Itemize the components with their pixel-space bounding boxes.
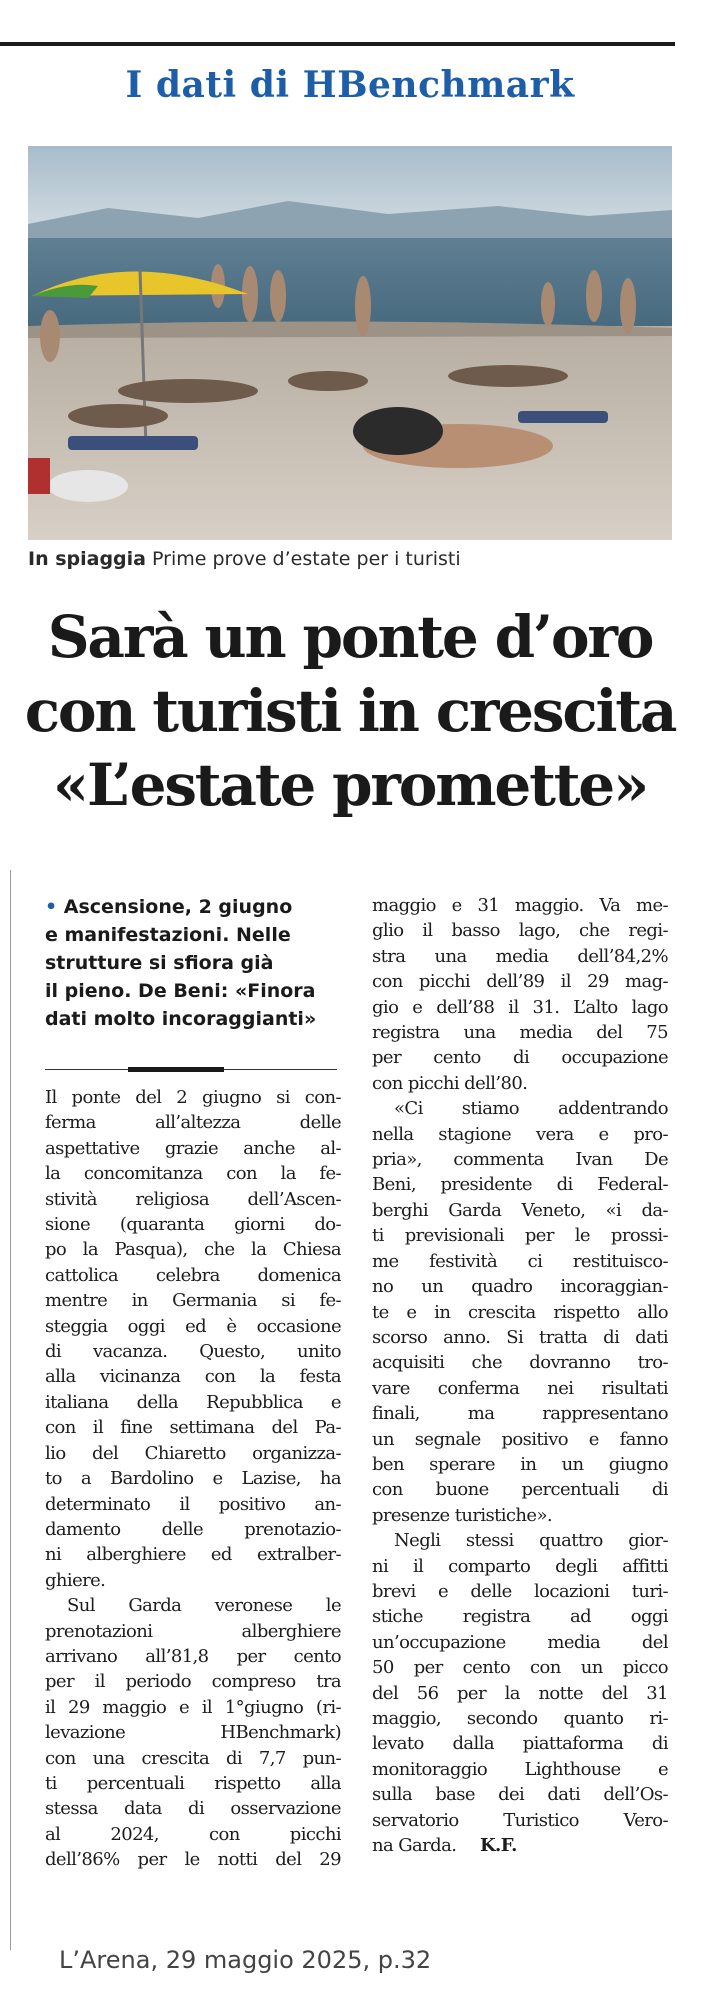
- body-line: stra una media dell’84,2%: [372, 945, 668, 967]
- body-line: acquisiti che dovranno tro-: [372, 1352, 668, 1374]
- body-line: ti percentuali rispetto alla: [45, 1772, 341, 1794]
- body-line: cattolica celebra domenica: [45, 1264, 341, 1286]
- body-line: ni alberghiere ed extralber-: [45, 1544, 341, 1566]
- top-rule: [0, 42, 675, 46]
- body-line: dell’86% per le notti del 29: [45, 1849, 341, 1871]
- body-line: sulla base dei dati dell’Os-: [372, 1784, 668, 1806]
- body-line: Sul Garda veronese le: [67, 1595, 341, 1617]
- body-line: to a Bardolino e Lazise, ha: [45, 1468, 341, 1490]
- headline-line: Sarà un ponte d’oro: [47, 603, 653, 671]
- column-rule: [10, 870, 11, 1950]
- photo-caption: [28, 548, 688, 570]
- summary-line: il pieno. De Beni: «Finora: [45, 980, 316, 1002]
- body-line: scorso anno. Si tratta di dati: [372, 1326, 668, 1348]
- body-line: arrivano all’81,8 per cento: [45, 1645, 341, 1667]
- body-line: «Ci stiamo addentrando: [394, 1098, 668, 1120]
- source-credit: L’Arena, 29 maggio 2025, p.32: [55, 1946, 435, 1974]
- body-line: con buone percentuali di: [372, 1479, 668, 1501]
- caption-label: In spiaggia: [28, 548, 146, 570]
- body-line: glio il basso lago, che regi-: [372, 920, 668, 942]
- summary-line: e manifestazioni. Nelle: [45, 924, 291, 946]
- body-line: no un quadro incoraggian-: [372, 1276, 668, 1298]
- body-line: ni il comparto degli affitti: [372, 1555, 668, 1577]
- bullet-icon: •: [45, 896, 58, 918]
- summary-divider-accent: [128, 1067, 224, 1072]
- summary-line: • Ascensione, 2 giugno: [45, 896, 293, 918]
- body-line: il 29 maggio e il 1°giugno (ri-: [45, 1696, 341, 1718]
- body-line: Negli stessi quattro gior-: [394, 1530, 668, 1552]
- body-line: la concomitanza con la fe-: [45, 1163, 341, 1185]
- article-headline: [0, 600, 700, 822]
- body-line: sione (quaranta giorni do-: [45, 1214, 341, 1236]
- body-line: registra una media del 75: [372, 1022, 668, 1044]
- body-line: me festività ci restituisco-: [372, 1250, 668, 1272]
- body-line: na Garda.: [372, 1835, 457, 1857]
- body-line: con il fine settimana del Pa-: [45, 1417, 341, 1439]
- body-line: determinato il positivo an-: [45, 1493, 341, 1515]
- body-line: alla vicinanza con la festa: [45, 1366, 341, 1388]
- body-line: stessa data di osservazione: [45, 1798, 341, 1820]
- body-line: finali, ma rappresentano: [372, 1403, 668, 1425]
- body-line: un’occupazione media del: [372, 1631, 668, 1653]
- body-line: berghi Garda Veneto, «i da-: [372, 1199, 668, 1221]
- body-line: maggio, secondo quanto ri-: [372, 1708, 668, 1729]
- body-line: ferma all’altezza delle: [45, 1112, 341, 1134]
- body-line: 50 per cento con un picco: [372, 1657, 668, 1679]
- body-line: steggia oggi ed è occasione: [45, 1315, 341, 1337]
- author-signature: K.F.: [480, 1835, 517, 1857]
- body-line: del 56 per la notte del 31: [372, 1682, 668, 1704]
- headline-line: con turisti in crescita: [24, 677, 676, 745]
- body-line: damento delle prenotazio-: [45, 1518, 341, 1540]
- body-line: servatorio Turistico Vero-: [372, 1809, 668, 1831]
- body-line: un segnale positivo e fanno: [372, 1428, 668, 1450]
- body-line: presenze turistiche».: [372, 1504, 552, 1526]
- body-line: ti previsionali per le prossi-: [372, 1225, 668, 1247]
- body-line: di vacanza. Questo, unito: [45, 1341, 341, 1363]
- body-line: maggio e 31 maggio. Va me-: [372, 895, 668, 916]
- body-line: ghiere.: [45, 1569, 106, 1591]
- body-line: lio del Chiaretto organizza-: [45, 1442, 341, 1464]
- body-line: al 2024, con picchi: [45, 1823, 341, 1845]
- body-line: levato dalla piattaforma di: [372, 1733, 668, 1755]
- body-line: po la Pasqua), che la Chiesa: [45, 1239, 341, 1261]
- body-line: monitoraggio Lighthouse e: [372, 1758, 668, 1780]
- body-line: gio e dell’88 il 31. L’alto lago: [372, 996, 668, 1018]
- caption-text: Prime prove d’estate per i turisti: [152, 548, 461, 570]
- body-column-2: [372, 893, 668, 1858]
- article-summary: [45, 893, 345, 1033]
- body-line: nella stagione vera e pro-: [372, 1123, 668, 1145]
- article-photo: [28, 146, 672, 540]
- body-line: prenotazioni alberghiere: [45, 1620, 341, 1642]
- body-line: stività religiosa dell’Ascen-: [45, 1188, 341, 1210]
- summary-line: strutture si sfiora già: [45, 952, 274, 974]
- body-line: ben sperare in un giugno: [372, 1453, 668, 1475]
- body-line: per cento di occupazione: [372, 1047, 668, 1069]
- body-line: vare conferma nei risultati: [372, 1377, 668, 1399]
- body-line: mentre in Germania si fe-: [45, 1290, 341, 1312]
- body-line: con una crescita di 7,7 pun-: [45, 1747, 341, 1769]
- body-column-1: [45, 1085, 341, 1873]
- body-line: italiana della Repubblica e: [45, 1391, 341, 1413]
- body-line: Beni, presidente di Federal-: [372, 1174, 668, 1196]
- body-line: pria», commenta Ivan De: [372, 1149, 668, 1171]
- body-line: con picchi dell’89 il 29 mag-: [372, 971, 668, 993]
- body-line: brevi e delle locazioni turi-: [372, 1580, 668, 1602]
- body-line: aspettative grazie anche al-: [45, 1137, 341, 1159]
- section-kicker: I dati di HBenchmark: [125, 64, 575, 106]
- summary-line: dati molto incoraggianti»: [45, 1008, 317, 1030]
- body-line: te e in crescita rispetto allo: [372, 1301, 668, 1323]
- headline-line: «L’estate promette»: [52, 751, 648, 819]
- body-line: con picchi dell’80.: [372, 1072, 528, 1094]
- body-line: stiche registra ad oggi: [372, 1606, 668, 1628]
- body-line: Il ponte del 2 giugno si con-: [45, 1087, 341, 1108]
- body-line: levazione HBenchmark): [45, 1722, 341, 1744]
- body-line: per il periodo compreso tra: [45, 1671, 341, 1693]
